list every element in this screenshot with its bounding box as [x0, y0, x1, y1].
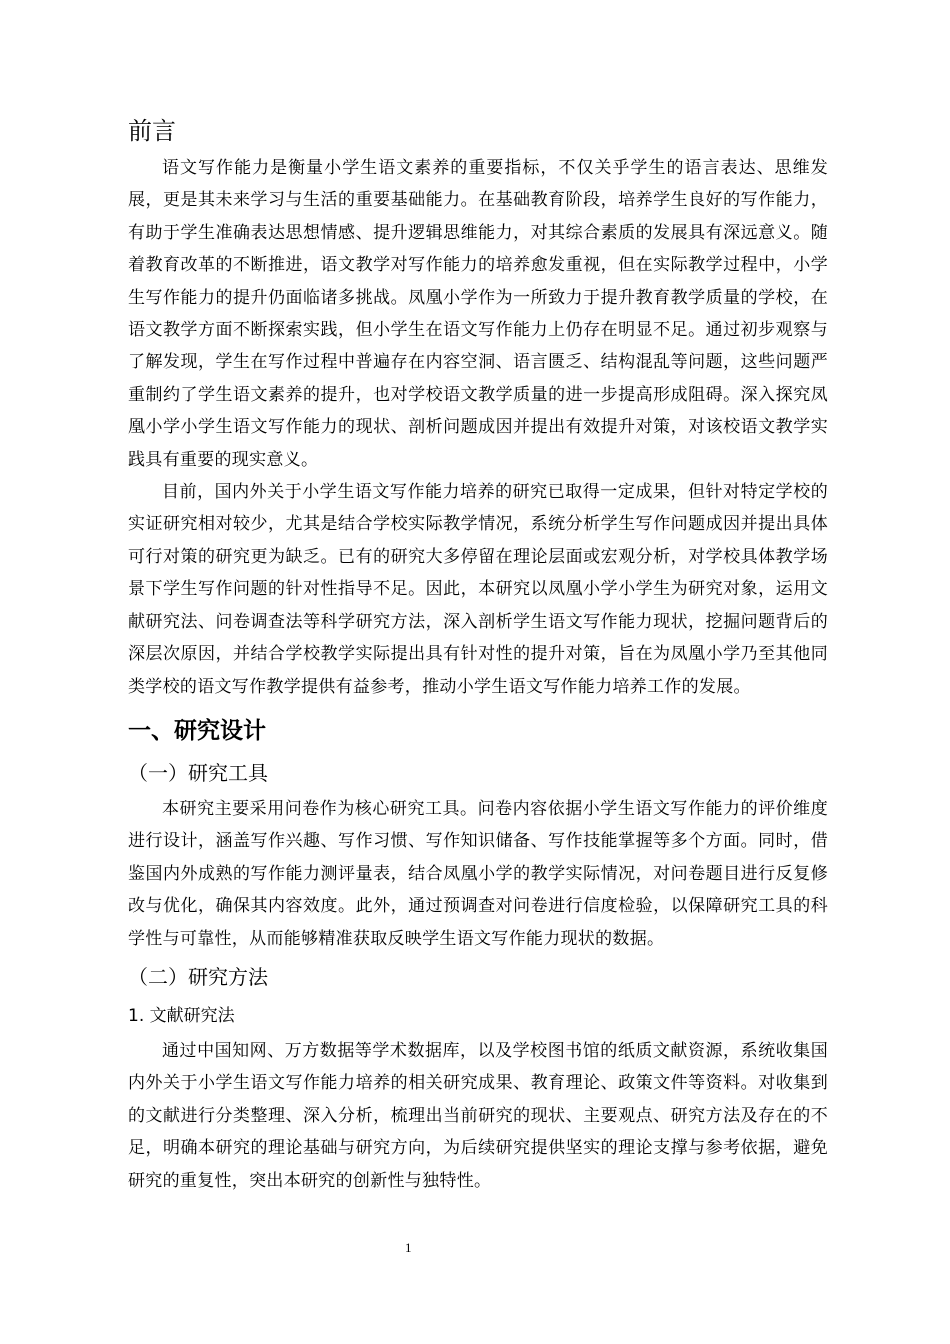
page-content	[128, 112, 828, 1197]
method-literature-paragraph: 通过中国知网、万方数据等学术数据库，以及学校图书馆的纸质文献资源，系统收集国内外关于小学生语文写作能力培养的相关研究成果、教育理论、政策文件等资料。对收集到的文献进行分类整理、深入分析，梳理出当前研究的现状、主要观点、研究方法及存在的不足，明确本研究的理论基础与研究方向，为后续研究提供坚实的理论支撑与参考依据，避免研究的重复性，突出本研究的创新性与独特性。	[128, 1040, 828, 1191]
preface-paragraph-2: 目前，国内外关于小学生语文写作能力培养的研究已取得一定成果，但针对特定学校的实证研究相对较少，尤其是结合学校实际教学情况，系统分析学生写作问题成因并提出具体可行对策的研究更为缺乏。已有的研究大多停留在理论层面或宏观分析，对学校具体教学场景下学生写作问题的针对性指导不足。因此，本研究以凤凰小学小学生为研究对象，运用文献研究法、问卷调查法等科学研究方法，深入剖析学生语文写作能力现状，挖掘问题背后的深层次原因，并结合学校教学实际提出具有针对性的提升对策，旨在为凤凰小学乃至其他同类学校的语文写作教学提供有益参考，推动小学生语文写作能力培养工作的发展。	[128, 482, 828, 697]
page-number: 1	[405, 1240, 412, 1255]
preface-heading: 前言	[128, 117, 176, 145]
method-literature-heading: 1. 文献研究法	[128, 1005, 235, 1026]
research-tools-paragraph: 本研究主要采用问卷作为核心研究工具。问卷内容依据小学生语文写作能力的评价维度进行设计，涵盖写作兴趣、写作习惯、写作知识储备、写作技能掌握等多个方面。同时，借鉴国内外成熟的写作能力测评量表，结合凤凰小学的教学实际情况，对问卷题目进行反复修改与优化，确保其内容效度。此外，通过预调查对问卷进行信度检验，以保障研究工具的科学性与可靠性，从而能够精准获取反映学生语文写作能力现状的数据。	[128, 798, 828, 949]
subsection-research-tools-heading: （一）研究工具	[128, 760, 268, 785]
subsection-research-methods-heading: （二）研究方法	[128, 964, 268, 989]
preface-paragraph-1: 语文写作能力是衡量小学生语文素养的重要指标，不仅关乎学生的语言表达、思维发展，更是其未来学习与生活的重要基础能力。在基础教育阶段，培养学生良好的写作能力，有助于学生准确表达思想情感、提升逻辑思维能力，对其综合素质的发展具有深远意义。随着教育改革的不断推进，语文教学对写作能力的培养愈发重视，但在实际教学过程中，小学生写作能力的提升仍面临诸多挑战。凤凰小学作为一所致力于提升教育教学质量的学校，在语文教学方面不断探索实践，但小学生在语文写作能力上仍存在明显不足。通过初步观察与了解发现，学生在写作过程中普遍存在内容空洞、语言匮乏、结构混乱等问题，这些问题严重制约了学生语文素养的提升，也对学校语文教学质量的进一步提高形成阻碍。深入探究凤凰小学小学生语文写作能力的现状、剖析问题成因并提出有效提升对策，对该校语文教学实践具有重要的现实意义。	[128, 158, 828, 470]
section-1-heading: 一、研究设计	[128, 717, 266, 744]
